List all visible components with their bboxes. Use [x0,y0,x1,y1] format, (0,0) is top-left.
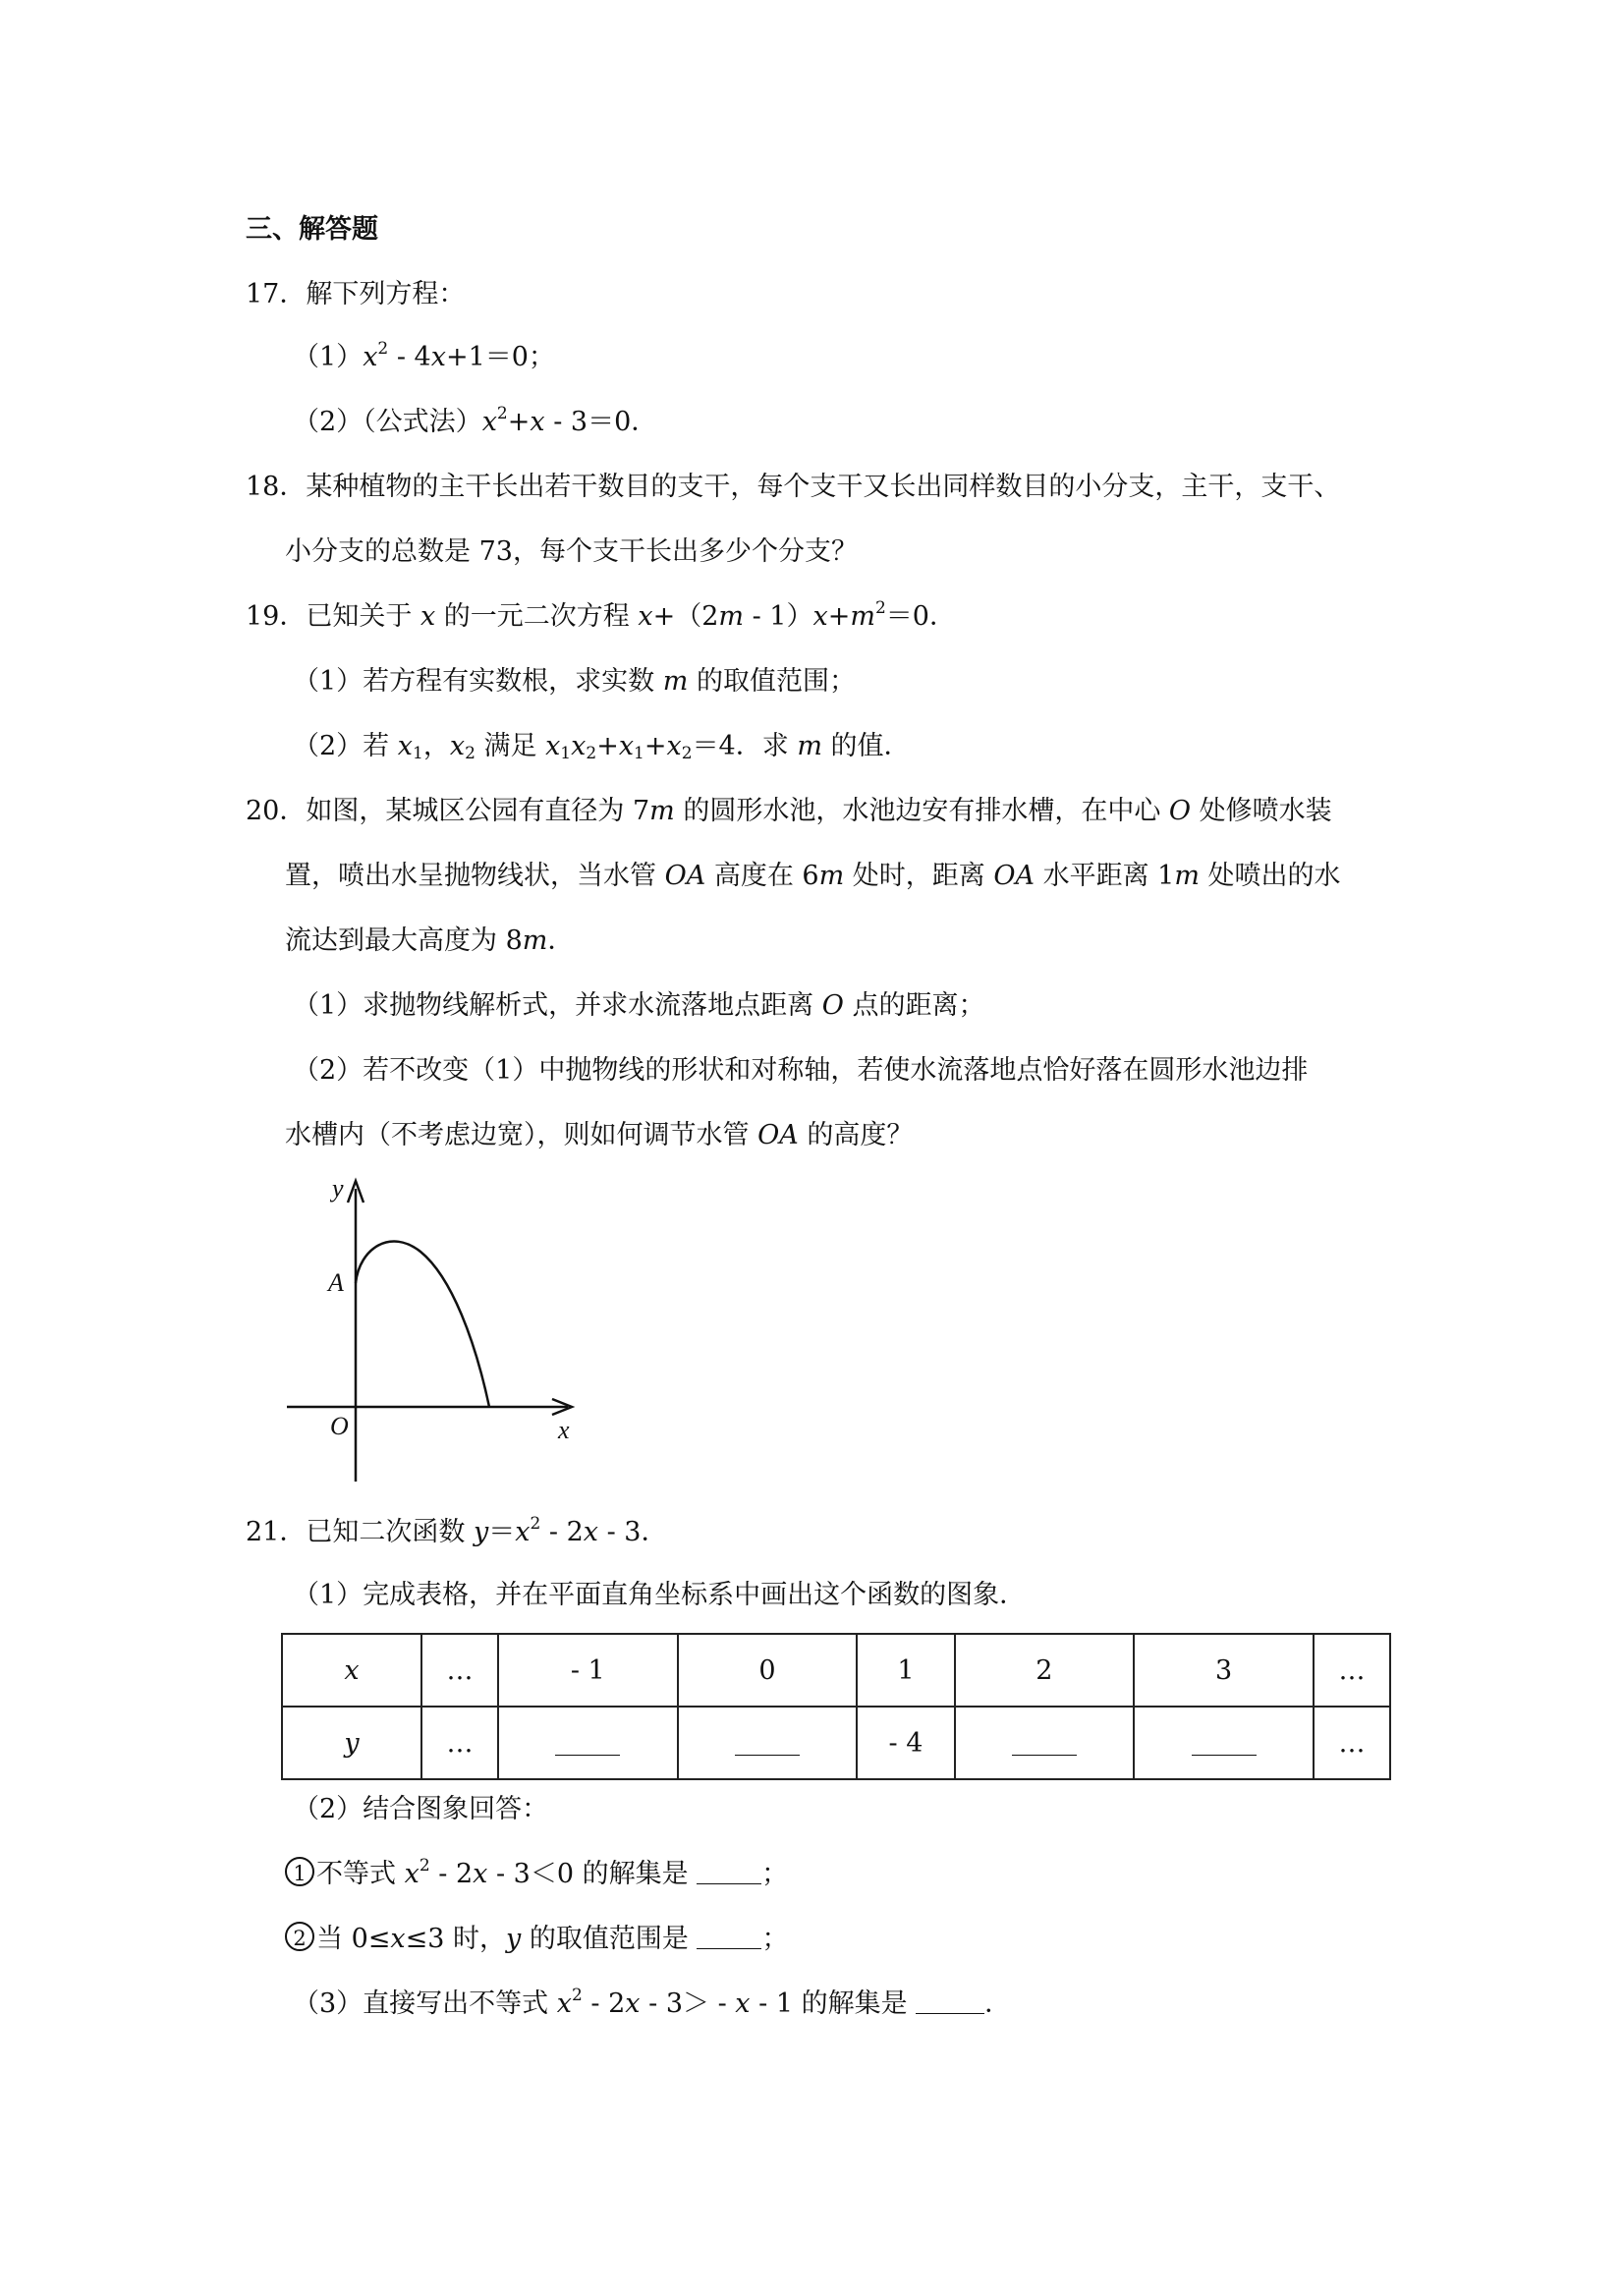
table-cell: - 4 [857,1707,954,1779]
q20-part1: （1）求抛物线解析式，并求水流落地点距离 O 点的距离； [293,990,985,1021]
table-cell-blank[interactable] [955,1707,1135,1779]
q19-part1: （1）若方程有实数根，求实数 m 的取值范围； [293,666,856,697]
section-title: 三、解答题 [246,214,378,245]
parabola-figure [275,1167,589,1491]
q17-part1: $(1)x^2 - 4x+1=0$； [293,339,555,372]
table-cell: … [1314,1707,1390,1779]
table-row-x [282,1634,1390,1707]
y-axis-label: y [332,1174,344,1203]
q18-line2: 小分支的总数是 73，每个支干长出多少个分支？ [285,536,858,567]
q21-part1: （1）完成表格，并在平面直角坐标系中画出这个函数的图象． [293,1580,1027,1610]
answer-blank[interactable] [1012,1741,1077,1756]
q20-line3: 流达到最大高度为 8m． [285,925,575,956]
table-cell: … [421,1707,498,1779]
table-cell-blank[interactable] [678,1707,858,1779]
answer-blank[interactable] [555,1741,620,1756]
x-axis-label: x [558,1416,570,1444]
value-table [281,1633,1391,1780]
point-a-label: A [328,1268,344,1297]
q18-line1: 18．某种植物的主干长出若干数目的支干，每个支干又长出同样数目的小分支，主干，支干、 [246,472,1341,502]
q20-part2-line2: 水槽内（不考虑边宽），则如何调节水管 OA 的高度？ [285,1120,914,1150]
q21-part2: （2）结合图象回答： [293,1794,549,1824]
table-cell-blank[interactable] [1134,1707,1314,1779]
q20-line1: 20．如图，某城区公园有直径为 7m 的圆形水池，水池边安有排水槽，在中心 O 处修喷水装 [246,796,1332,826]
table-cell: x [282,1634,421,1707]
q21-part3: （3）直接写出不等式 $x^2 - 2x - 3> - x - 1$ 的解集是 ． [293,1986,1012,2019]
table-cell: … [421,1634,498,1707]
q20-line2: 置，喷出水呈抛物线状，当水管 OA 高度在 6m 处时，距离 OA 水平距离 1m 处喷出的水 [285,861,1341,891]
q19-stem: 19．已知关于 x 的一元二次方程 $x+(2m - 1)x+m^2=0$． [246,598,956,632]
parabola-curve [356,1242,489,1407]
q21-stem: 21．已知二次函数 $y=x^2 - 2x - 3$． [246,1514,668,1547]
circled-number-1: 1 [285,1857,314,1886]
table-cell: 0 [678,1634,858,1707]
table-cell: 3 [1134,1634,1314,1707]
table-cell: y [282,1707,421,1779]
table-cell: - 1 [498,1634,678,1707]
answer-blank[interactable] [916,1988,984,2014]
q21-item2: 2 当 0≤x≤3 时，y 的取值范围是 ； [285,1920,788,1959]
q20-part2-line1: （2）若不改变（1）中抛物线的形状和对称轴，若使水流落地点恰好落在圆形水池边排 [293,1055,1309,1086]
answer-blank[interactable] [697,1858,761,1884]
table-row-y [282,1707,1390,1779]
table-cell: 1 [857,1634,954,1707]
answer-blank[interactable] [697,1923,761,1949]
answer-blank[interactable] [1192,1741,1257,1756]
table-cell-blank[interactable] [498,1707,678,1779]
q17-stem: 17．解下列方程： [246,279,466,309]
q17-part2: （2）（公式法）$x^2+x - 3=0$． [293,404,658,437]
origin-label: O [330,1412,349,1440]
table-cell: 2 [955,1634,1135,1707]
q21-item1: 1 不等式 $x^2 - 2x - 3<0$ 的解集是 ； [285,1855,788,1894]
circled-number-2: 2 [285,1922,314,1951]
answer-blank[interactable] [735,1741,800,1756]
q19-part2: （2）若 $x_1$，$x_2$ 满足 $x_1x_2+x_1+x_2=4$．求 m 的值． [293,731,911,763]
table-cell: … [1314,1634,1390,1707]
